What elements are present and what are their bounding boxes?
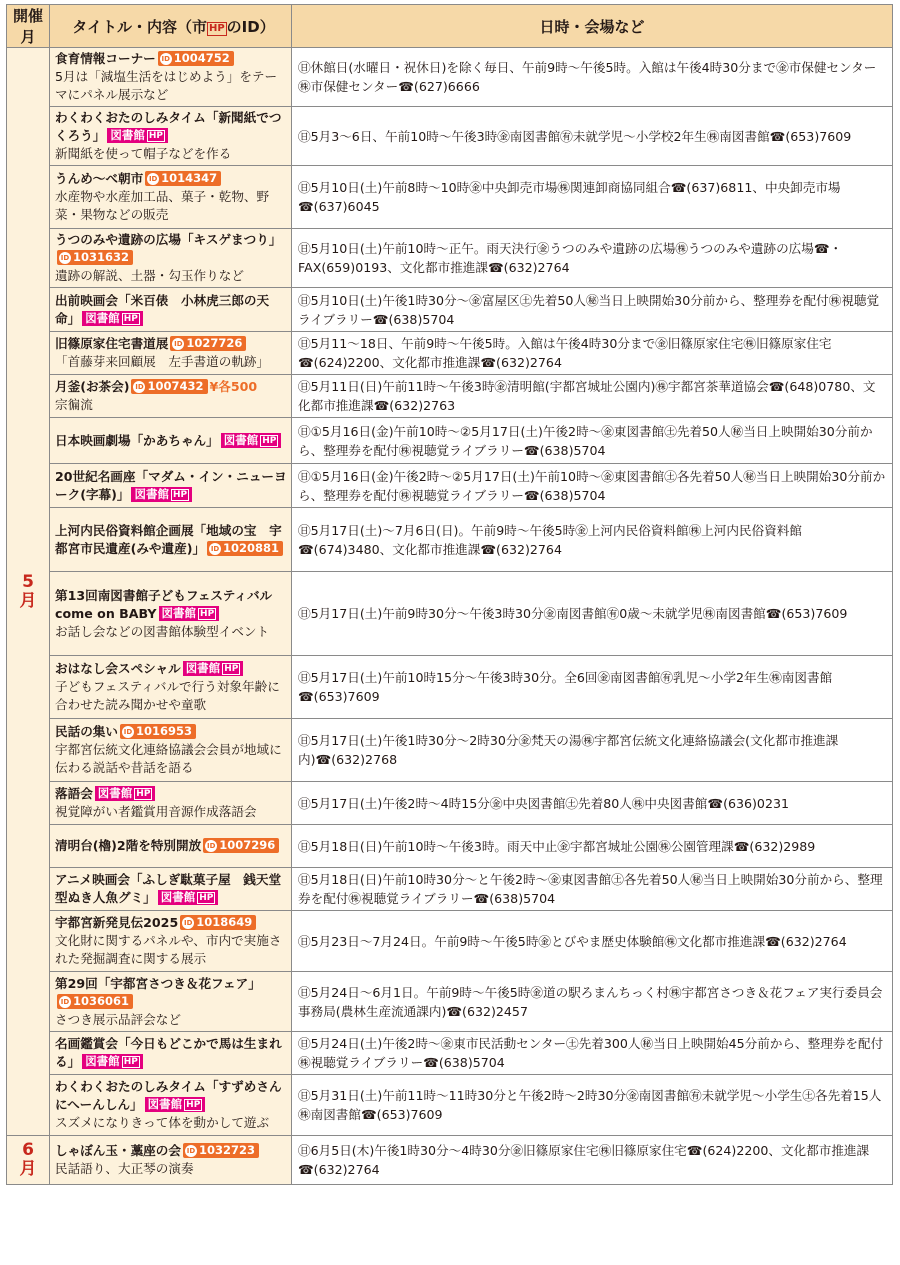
hp-mark: HP [123, 1057, 138, 1067]
library-label: 図書館 [161, 605, 197, 620]
event-name: 名画鑑賞会「今日もどこかで馬は生まれる」 [55, 1036, 282, 1069]
event-name: 食育情報コーナー [55, 51, 156, 66]
event-info-cell: ㊐5月24日(土)午後2時～㊎東市民活動センター㊏先着300人㊙当日上映開始45分前から、整理券を配付㊑視聴覚ライブラリー☎(638)5704 [292, 1032, 893, 1075]
id-badge [180, 915, 256, 930]
id-icon: ID [184, 919, 193, 927]
table-row [7, 656, 893, 719]
id-icon: ID [161, 55, 170, 63]
table-row [7, 508, 893, 572]
event-description: 遺跡の解説、土器・勾玉作りなど [55, 268, 244, 283]
event-name: 落語会 [55, 786, 93, 801]
library-label: 図書館 [85, 310, 120, 325]
header-title [50, 5, 292, 48]
table-row [7, 288, 893, 332]
event-name: 出前映画会「米百俵 小林虎三郎の天命」 [55, 292, 270, 326]
event-info-cell: ㊐5月17日(土)午後2時～4時15分㊎中央図書館㊏先着80人㊑中央図書館☎(636)0231 [292, 782, 893, 825]
event-info-cell: ㊐5月24日～6月1日。午前9時～午後5時㊎道の駅ろまんちっく村㊑宇都宮さつき＆花フェア実行委員会事務局(農林生産流通課内)☎(632)2457 [292, 972, 893, 1032]
id-badge [170, 336, 246, 351]
event-title-cell [50, 1032, 292, 1075]
event-description: お話し会などの図書館体験型イベント [55, 623, 270, 639]
id-number: 1036061 [73, 993, 130, 1008]
library-badge [131, 487, 192, 502]
event-title-cell [50, 166, 292, 229]
event-description: 宇都宮伝統文化連絡協議会会員が地域に伝わる説話や昔話を語る [55, 742, 282, 775]
library-badge [82, 1054, 143, 1069]
library-label: 図書館 [97, 786, 133, 800]
event-name: 日本映画劇場「かあちゃん」 [55, 432, 219, 448]
hp-mark: HP [123, 313, 138, 324]
id-icon: ID [135, 383, 144, 391]
hp-mark: HP [224, 664, 239, 674]
event-info-cell: ㊐5月10日(土)午後1時30分～㊎富屋区㊏先着50人㊙当日上映開始30分前から、整理券を配付㊑視聴覚ライブラリー☎(638)5704 [292, 288, 893, 332]
id-badge [158, 51, 234, 66]
event-description: 新聞紙を使って帽子などを作る [55, 146, 232, 161]
event-name: 第29回「宇都宮さつき＆花フェア」 [55, 975, 261, 991]
id-badge [145, 171, 221, 186]
event-title-cell [50, 375, 292, 418]
event-title-cell [50, 418, 292, 464]
event-name: うつのみや遺跡の広場「キスゲまつり」 [55, 232, 282, 247]
table-row [7, 972, 893, 1032]
table-row [7, 911, 893, 972]
event-title-cell [50, 825, 292, 868]
event-name: 宇都宮新発見伝2025 [55, 915, 179, 930]
table-row [7, 782, 893, 825]
event-table [6, 4, 893, 1185]
id-number: 1004752 [173, 51, 230, 65]
fee-badge: ¥各500 [209, 379, 258, 394]
event-info-cell: ㊐①5月16日(金)午後2時～②5月17日(土)午前10時～㊎東図書館㊏各先着50人㊙当日上映開始30分前から、整理券を配付㊑視聴覚ライブラリー☎(638)5704 [292, 464, 893, 508]
event-name: わくわくおたのしみタイム「すずめさんにへーんしん」 [55, 1079, 282, 1112]
event-name: アニメ映画会「ふしぎ駄菓子屋 銭天堂 型ぬき人魚グミ」 [55, 872, 282, 905]
month-may: 5 月 [7, 48, 50, 1136]
event-name: 旧篠原家住宅書道展 [55, 336, 169, 351]
hp-mark: HP [148, 131, 164, 141]
event-name: 第13回南図書館子どもフェスティバルcome on BABY [55, 587, 273, 621]
event-description: 子どもフェスティバルで行う対象年齢に合わせた読み聞かせや童歌 [55, 679, 280, 712]
library-label: 図書館 [160, 890, 196, 904]
event-name: わくわくおたのしみタイム「新聞紙でつくろう」 [55, 110, 282, 143]
id-badge [183, 1143, 259, 1158]
hp-mark: HP [262, 435, 277, 446]
event-title-cell [50, 911, 292, 972]
event-name: しゃぼん玉・藁座の会 [55, 1143, 181, 1158]
event-table-container [6, 4, 892, 1185]
table-row [7, 375, 893, 418]
id-number: 1020881 [223, 540, 280, 555]
hp-mark: HP [186, 1100, 201, 1110]
table-row [7, 332, 893, 375]
id-icon: ID [210, 544, 220, 553]
id-badge [203, 838, 279, 853]
library-badge [145, 1097, 206, 1112]
id-number: 1018649 [196, 915, 253, 929]
hp-mark: HP [136, 789, 151, 799]
event-info-cell: ㊐5月10日(土)午前8時～10時㊎中央卸売市場㊑関連卸商協同組合☎(637)6811、中央卸売市場☎(637)6045 [292, 166, 893, 229]
event-title-cell [50, 288, 292, 332]
library-badge [95, 786, 156, 801]
id-badge [131, 379, 207, 394]
event-title-cell [50, 48, 292, 107]
event-title-cell [50, 972, 292, 1032]
id-number: 1016953 [135, 724, 192, 738]
event-name: 月釜(お茶会) [55, 379, 130, 394]
event-title-cell [50, 782, 292, 825]
event-description: 水産物や水産加工品、菓子・乾物、野菜・果物などの販売 [55, 189, 270, 222]
id-number: 1031632 [73, 250, 130, 264]
event-description: スズメになりきって体を動かして遊ぶ [55, 1115, 270, 1130]
month-june: 6 月 [7, 1136, 50, 1185]
event-info-cell: ㊐5月11日(日)午前11時～午後3時㊎清明館(宇都宮城址公園内)㊑宇都宮茶華道協会☎(648)0780、文化都市推進課☎(632)2763 [292, 375, 893, 418]
id-icon: ID [174, 340, 183, 348]
event-title-cell [50, 107, 292, 166]
event-description: 文化財に関するパネルや、市内で実施された発掘調査に関する展示 [55, 933, 282, 966]
library-badge [82, 311, 143, 326]
id-icon: ID [60, 254, 70, 262]
event-name: 民話の集い [55, 724, 118, 739]
library-badge [183, 661, 244, 676]
id-icon: ID [60, 997, 70, 1006]
library-badge [221, 433, 282, 448]
library-badge [158, 890, 219, 905]
event-title-cell [50, 656, 292, 719]
library-label: 図書館 [223, 432, 259, 447]
table-row [7, 107, 893, 166]
header-title-post: のID） [226, 17, 275, 36]
id-badge [57, 250, 133, 265]
header-title-pre: タイトル・内容（市 [72, 17, 207, 36]
hp-mark: HP [172, 489, 188, 500]
id-number: 1007432 [147, 379, 204, 393]
event-name: 20世紀名画座「マダム・イン・ニューヨーク(字幕)」 [55, 468, 287, 502]
library-badge [159, 606, 220, 621]
table-row [7, 418, 893, 464]
table-row [7, 1075, 893, 1136]
event-rows [7, 48, 893, 1185]
id-badge [207, 541, 283, 556]
table-row [7, 572, 893, 656]
table-row [7, 719, 893, 782]
event-title-cell [50, 332, 292, 375]
event-info-cell: ㊐5月17日(土)～7月6日(日)。午前9時～午後5時㊎上河内民俗資料館㊑上河内民俗資料館☎(674)3480、文化都市推進課☎(632)2764 [292, 508, 893, 572]
event-info-cell: ㊐①5月16日(金)午前10時～②5月17日(土)午後2時～㊎東図書館㊏先着50人㊙当日上映開始30分前から、整理券を配付㊑視聴覚ライブラリー☎(638)5704 [292, 418, 893, 464]
event-title-cell [50, 508, 292, 572]
event-title-cell [50, 229, 292, 288]
table-row [7, 48, 893, 107]
event-info-cell: ㊐5月18日(日)午前10時30分～と午後2時～㊎東図書館㊏各先着50人㊙当日上映開始30分前から、整理券を配付㊑視聴覚ライブラリー☎(638)5704 [292, 868, 893, 911]
id-badge [120, 724, 196, 739]
event-name: 上河内民俗資料館企画展「地域の宝 宇都宮市民遺産(みや遺産)」 [55, 522, 282, 556]
header-month: 開催月 [7, 5, 50, 48]
event-info-cell: ㊐5月18日(日)午前10時～午後3時。雨天中止㊎宇都宮城址公園㊑公園管理課☎(632)2989 [292, 825, 893, 868]
header-row [7, 5, 893, 48]
table-row [7, 825, 893, 868]
table-row [7, 1136, 893, 1185]
table-row [7, 464, 893, 508]
event-info-cell: ㊐5月17日(土)午前10時15分～午後3時30分。全6回㊎南図書館㊒乳児～小学2年生㊑南図書館☎(653)7609 [292, 656, 893, 719]
event-name: おはなし会スペシャル [55, 661, 181, 676]
event-title-cell [50, 868, 292, 911]
event-title-cell [50, 464, 292, 508]
event-info-cell: ㊐6月5日(木)午後1時30分～4時30分㊎旧篠原家住宅㊑旧篠原家住宅☎(624)2200、文化都市推進課☎(632)2764 [292, 1136, 893, 1185]
header-hp-mark: HP [208, 22, 225, 34]
library-label: 図書館 [134, 486, 169, 501]
table-row [7, 166, 893, 229]
event-description: 民話語り、大正琴の演奏 [55, 1161, 194, 1176]
library-badge [107, 128, 168, 143]
library-label: 図書館 [185, 661, 221, 675]
id-icon: ID [123, 728, 133, 736]
hp-mark: HP [199, 893, 214, 903]
id-number: 1027726 [186, 336, 243, 350]
event-name: 清明台(櫓)2階を特別開放 [55, 838, 202, 853]
event-info-cell: ㊐5月3～6日、午前10時～午後3時㊎南図書館㊒未就学児～小学校2年生㊑南図書館☎(653)7609 [292, 107, 893, 166]
table-row [7, 229, 893, 288]
event-title-cell [50, 1136, 292, 1185]
event-name: うんめ～べ朝市 [55, 171, 144, 186]
library-label: 図書館 [147, 1097, 183, 1111]
event-info-cell: ㊐5月10日(土)午前10時～正午。雨天決行㊎うつのみや遺跡の広場㊑うつのみや遺跡の広場☎・FAX(659)0193、文化都市推進課☎(632)2764 [292, 229, 893, 288]
hp-mark: HP [200, 608, 215, 619]
event-description: 宗徧流 [55, 397, 93, 412]
event-info-cell: ㊐5月31日(土)午前11時～11時30分と午後2時～2時30分㊎南図書館㊒未就学児～小学生㊏各先着15人㊑南図書館☎(653)7609 [292, 1075, 893, 1136]
id-icon: ID [207, 842, 216, 850]
library-label: 図書館 [110, 128, 145, 142]
event-title-cell [50, 719, 292, 782]
event-info-cell: ㊐休館日(水曜日・祝休日)を除く毎日、午前9時～午後5時。入館は午後4時30分まで㊎市保健センター㊑市保健センター☎(627)6666 [292, 48, 893, 107]
event-info-cell: ㊐5月11～18日、午前9時～午後5時。入館は午後4時30分まで㊎旧篠原家住宅㊑旧篠原家住宅☎(624)2200、文化都市推進課☎(632)2764 [292, 332, 893, 375]
id-icon: ID [148, 175, 158, 183]
event-description: 視覚障がい者鑑賞用音源作成落語会 [55, 804, 257, 819]
header-info: 日時・会場など [292, 5, 893, 48]
event-title-cell [50, 572, 292, 656]
id-number: 1014347 [161, 171, 218, 185]
event-info-cell: ㊐5月23日～7月24日。午前9時～午後5時㊎とびやま歴史体験館㊑文化都市推進課☎(632)2764 [292, 911, 893, 972]
event-description: 5月は「減塩生活をはじめよう」をテーマにパネル展示など [55, 69, 278, 102]
event-description: さつき展示品評会など [55, 1011, 181, 1027]
event-info-cell: ㊐5月17日(土)午前9時30分～午後3時30分㊎南図書館㊒0歳～未就学児㊑南図書館☎(653)7609 [292, 572, 893, 656]
id-icon: ID [186, 1147, 196, 1155]
id-number: 1032723 [198, 1143, 255, 1157]
event-description: 「首藤芽来回顧展 左手書道の軌跡」 [55, 354, 270, 369]
event-info-cell: ㊐5月17日(土)午後1時30分～2時30分㊎梵天の湯㊑宇都宮伝統文化連絡協議会(文化都市推進課内)☎(632)2768 [292, 719, 893, 782]
table-row [7, 1032, 893, 1075]
event-title-cell [50, 1075, 292, 1136]
id-badge [57, 994, 133, 1009]
id-number: 1007296 [219, 838, 276, 852]
table-row [7, 868, 893, 911]
library-label: 図書館 [85, 1054, 120, 1068]
